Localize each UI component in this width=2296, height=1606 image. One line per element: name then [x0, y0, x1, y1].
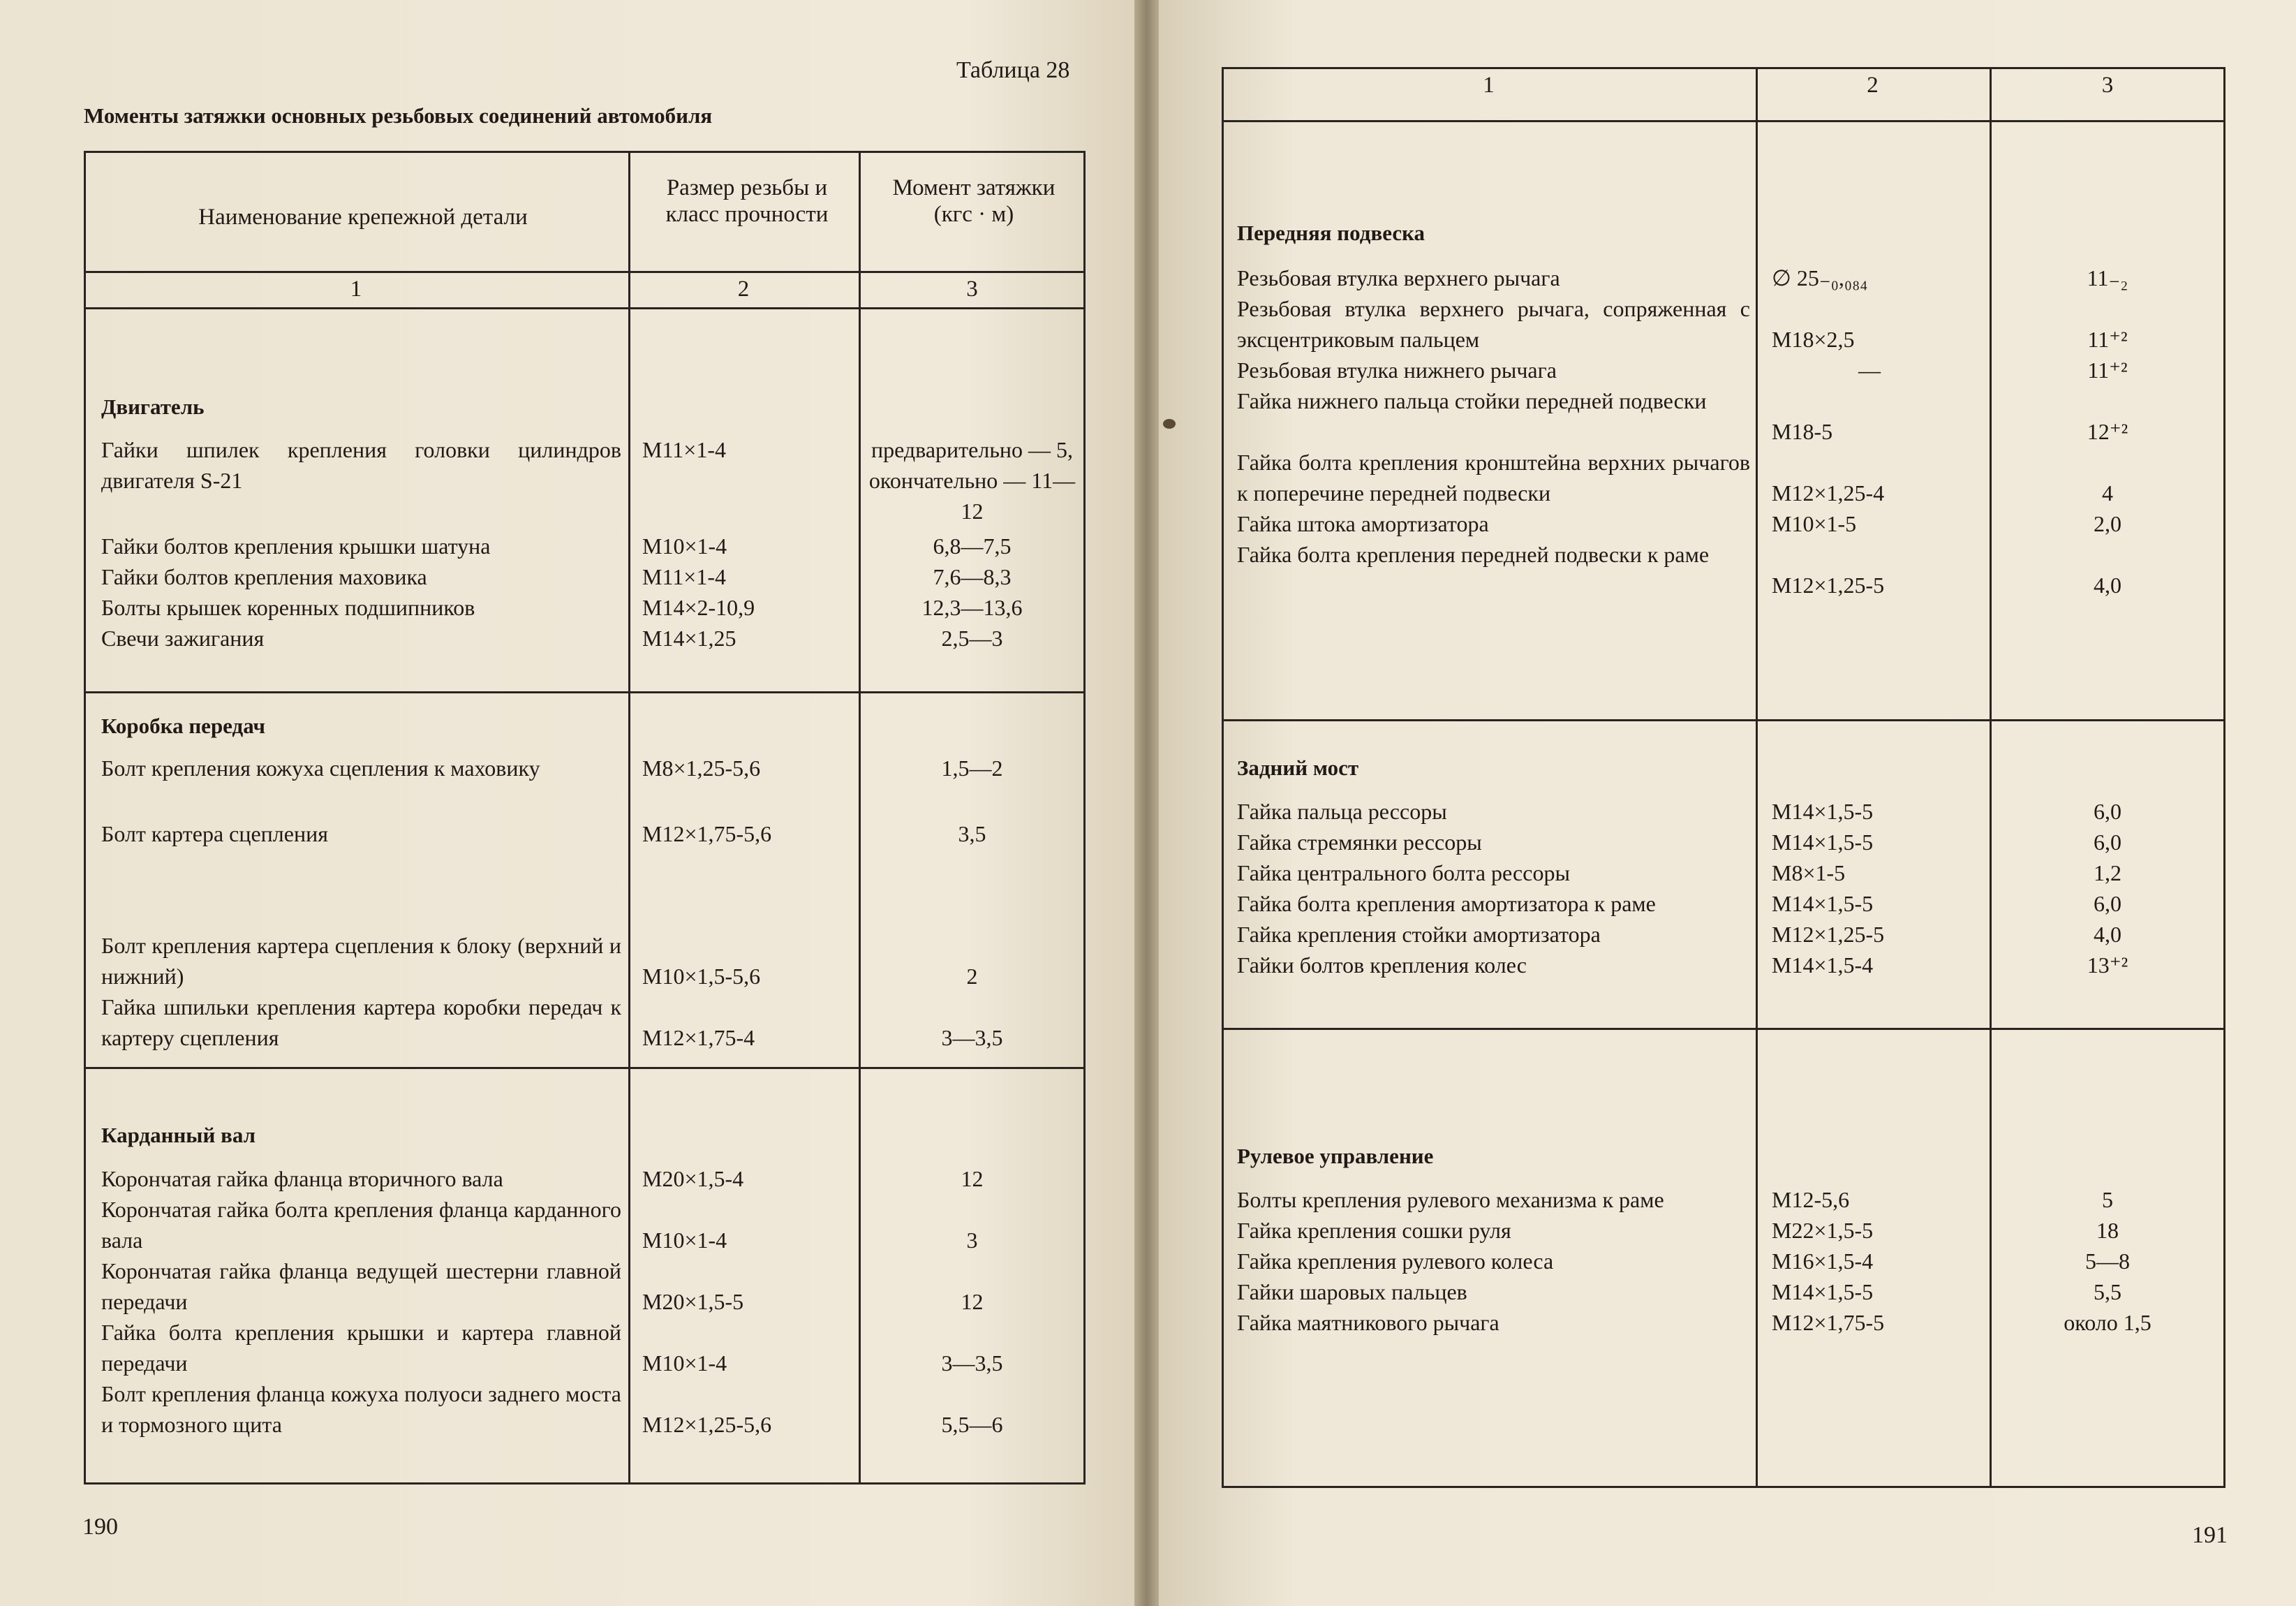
- table-row-name: Гайки болтов крепления крышки шатуна: [101, 533, 491, 559]
- table-row-name: Резьбовая втулка верхнего рычага, сопряженная с эксцентриковым пальцем: [1237, 296, 1750, 352]
- table-row-torque: 3—3,5: [941, 1350, 1003, 1376]
- table-row-torque: 5: [2102, 1187, 2113, 1212]
- table-row-torque: 3: [966, 1228, 978, 1253]
- table-row-name: Гайка болта крепления кронштейна верхних рычагов к поперечине передней подвески: [1237, 450, 1750, 506]
- table-row-name: Гайки шаровых пальцев: [1237, 1279, 1467, 1304]
- section-title: Рулевое управление: [1237, 1144, 1434, 1168]
- section-title: Коробка передач: [101, 714, 265, 738]
- table-row-name: Гайка крепления рулевого колеса: [1237, 1248, 1554, 1274]
- table-row-torque: 2,0: [2094, 511, 2121, 536]
- right-col-divider-2: [1990, 67, 1992, 1488]
- table-row-torque: 3—3,5: [941, 1025, 1003, 1050]
- table-row-torque: 6,0: [2094, 799, 2121, 824]
- table-row-thread: М22×1,5-5: [1772, 1218, 1874, 1243]
- table-row-thread: М10×1-4: [642, 1228, 727, 1253]
- left-header-divider: [84, 271, 1086, 273]
- table-row-thread: М12×1,75-5,6: [642, 821, 772, 846]
- table-row-torque: предварительно — 5, окончательно — 11—12: [868, 437, 1076, 524]
- table-title: Моменты затяжки основных резьбовых соединений автомобиля: [84, 103, 713, 128]
- table-row-thread: М14×1,25: [642, 626, 736, 651]
- table-row-torque: 6,8—7,5: [933, 533, 1012, 559]
- table-row-torque: 13⁺²: [2087, 952, 2128, 978]
- table-row-torque: 12⁺²: [2087, 419, 2128, 444]
- page-number-left: 190: [82, 1514, 118, 1540]
- table-row-name: Свечи зажигания: [101, 626, 265, 651]
- header-thread-size: Размер резьбы и класс прочности: [665, 175, 829, 227]
- table-row-name: Гайки болтов крепления маховика: [101, 564, 427, 589]
- right-col-divider-1: [1756, 67, 1758, 1488]
- table-row-name: Болты крепления рулевого механизма к раме: [1237, 1187, 1664, 1212]
- table-row-thread: М11×1-4: [642, 437, 726, 462]
- table-row-torque: 2,5—3: [941, 626, 1003, 651]
- table-row-torque: 1,5—2: [941, 756, 1003, 781]
- table-row-torque: 2: [966, 964, 978, 989]
- table-row-name: Корончатая гайка фланца ведущей шестерни главной передачи: [101, 1258, 621, 1314]
- col-number-2: 2: [1867, 73, 1879, 98]
- table-row-torque: 11⁺²: [2087, 327, 2128, 352]
- table-row-torque: 5,5—6: [941, 1412, 1003, 1437]
- table-row-thread: М10×1-4: [642, 533, 727, 559]
- table-row-thread: М10×1-5: [1772, 511, 1857, 536]
- table-row-thread: —: [1858, 358, 1881, 383]
- table-row-thread: М12×1,25-4: [1772, 480, 1885, 506]
- col-number-1: 1: [1483, 73, 1495, 98]
- table-row-thread: М18-5: [1772, 419, 1833, 444]
- table-row-name: Гайка крепления стойки амортизатора: [1237, 922, 1601, 947]
- header-torque: Момент затяжки (кгс · м): [892, 175, 1056, 227]
- table-row-thread: М20×1,5-4: [642, 1166, 744, 1191]
- table-row-name: Резьбовая втулка нижнего рычага: [1237, 358, 1557, 383]
- table-row-name: Гайка болта крепления передней подвески к раме: [1237, 542, 1710, 567]
- col-number-3: 3: [2101, 73, 2114, 98]
- table-row-name: Болты крышек коренных подшипников: [101, 595, 475, 620]
- col-number-3: 3: [966, 277, 978, 302]
- left-section-divider-1: [84, 691, 1086, 693]
- table-row-thread: М8×1,25-5,6: [642, 756, 761, 781]
- table-row-name: Гайка маятникового рычага: [1237, 1310, 1499, 1335]
- section-title: Двигатель: [101, 395, 205, 419]
- table-row-thread: М14×1,5-5: [1772, 799, 1874, 824]
- table-row-torque: 11₋₂: [2087, 265, 2128, 290]
- left-colnum-divider: [84, 307, 1086, 309]
- right-colnum-divider: [1222, 120, 2225, 122]
- table-row-torque: 6,0: [2094, 891, 2121, 916]
- table-row-name: Болт крепления кожуха сцепления к маховику: [101, 756, 540, 781]
- right-section-divider-2: [1222, 1028, 2225, 1030]
- table-row-torque: 18: [2096, 1218, 2119, 1243]
- table-row-name: Гайка крепления сошки руля: [1237, 1218, 1511, 1243]
- section-title: Карданный вал: [101, 1123, 256, 1147]
- section-title: Задний мост: [1237, 756, 1359, 780]
- table-row-name: Гайка болта крепления крышки и картера главной передачи: [101, 1320, 621, 1376]
- table-row-thread: М12×1,25-5: [1772, 922, 1885, 947]
- table-row-name: Болт крепления фланца кожуха полуоси заднего моста и тормозного щита: [101, 1381, 621, 1437]
- table-row-name: Гайки болтов крепления колес: [1237, 952, 1527, 978]
- left-col-divider-2: [859, 151, 861, 1485]
- table-row-name: Болт картера сцепления: [101, 821, 328, 846]
- table-row-name: Гайка нижнего пальца стойки передней подвески: [1237, 388, 1707, 413]
- header-part-name: Наименование крепежной детали: [198, 205, 528, 230]
- table-row-torque: 4: [2102, 480, 2113, 506]
- table-row-thread: М14×1,5-4: [1772, 952, 1874, 978]
- table-row-torque: 12: [961, 1166, 984, 1191]
- table-row-torque: 12,3—13,6: [921, 595, 1023, 620]
- table-row-name: Гайка центрального болта рессоры: [1237, 860, 1570, 885]
- table-row-thread: М12×1,75-4: [642, 1025, 755, 1050]
- table-row-name: Гайка шпильки крепления картера коробки передач к картеру сцепления: [101, 994, 621, 1050]
- table-row-thread: М12-5,6: [1772, 1187, 1850, 1212]
- table-row-torque: 11⁺²: [2087, 358, 2128, 383]
- table-row-thread: М12×1,75-5: [1772, 1310, 1885, 1335]
- table-row-torque: 5,5: [2094, 1279, 2121, 1304]
- table-row-name: Корончатая гайка болта крепления фланца карданного вала: [101, 1197, 621, 1253]
- col-number-1: 1: [350, 277, 362, 302]
- table-row-torque: 1,2: [2094, 860, 2121, 885]
- table-row-torque: 5—8: [2085, 1248, 2130, 1274]
- ink-stain: [1163, 419, 1176, 429]
- table-row-name: Гайка болта крепления амортизатора к раме: [1237, 891, 1656, 916]
- table-row-torque: 6,0: [2094, 830, 2121, 855]
- table-row-thread: М10×1-4: [642, 1350, 727, 1376]
- table-row-torque: 3,5: [958, 821, 986, 846]
- table-number: Таблица 28: [956, 57, 1070, 83]
- table-row-name: Гайка стремянки рессоры: [1237, 830, 1482, 855]
- table-row-thread: М14×2-10,9: [642, 595, 755, 620]
- table-row-thread: М18×2,5: [1772, 327, 1855, 352]
- table-row-thread: М8×1-5: [1772, 860, 1846, 885]
- table-row-name: Гайка штока амортизатора: [1237, 511, 1489, 536]
- page-number-right: 191: [2192, 1522, 2228, 1548]
- table-row-name: Болт крепления картера сцепления к блоку (верхний и нижний): [101, 933, 621, 989]
- left-section-divider-2: [84, 1067, 1086, 1069]
- book-spine-gutter: [1134, 0, 1159, 1606]
- table-row-thread: М14×1,5-5: [1772, 830, 1874, 855]
- table-row-torque: 12: [961, 1289, 984, 1314]
- table-row-name: Резьбовая втулка верхнего рычага: [1237, 265, 1560, 290]
- table-row-name: Корончатая гайка фланца вторичного вала: [101, 1166, 503, 1191]
- table-row-torque: 4,0: [2094, 573, 2121, 598]
- right-section-divider-1: [1222, 719, 2225, 721]
- table-row-thread: М14×1,5-5: [1772, 891, 1874, 916]
- table-row-name: Гайка пальца рессоры: [1237, 799, 1447, 824]
- table-row-thread: М12×1,25-5,6: [642, 1412, 772, 1437]
- table-row-thread: М20×1,5-5: [642, 1289, 744, 1314]
- table-row-torque: 7,6—8,3: [933, 564, 1012, 589]
- table-row-thread: М14×1,5-5: [1772, 1279, 1874, 1304]
- left-col-divider-1: [628, 151, 630, 1485]
- table-row-thread: М16×1,5-4: [1772, 1248, 1874, 1274]
- table-row-thread: ∅ 25₋₀,₀₈₄: [1772, 265, 1868, 290]
- table-row-torque: 4,0: [2094, 922, 2121, 947]
- table-row-name: Гайки шпилек крепления головки цилиндров двигателя S-21: [101, 437, 621, 493]
- table-row-thread: М11×1-4: [642, 564, 726, 589]
- left-page: [0, 0, 1134, 1606]
- table-row-thread: М12×1,25-5: [1772, 573, 1885, 598]
- col-number-2: 2: [737, 277, 750, 302]
- section-title: Передняя подвеска: [1237, 221, 1425, 245]
- table-row-thread: М10×1,5-5,6: [642, 964, 761, 989]
- table-row-torque: около 1,5: [2064, 1310, 2151, 1335]
